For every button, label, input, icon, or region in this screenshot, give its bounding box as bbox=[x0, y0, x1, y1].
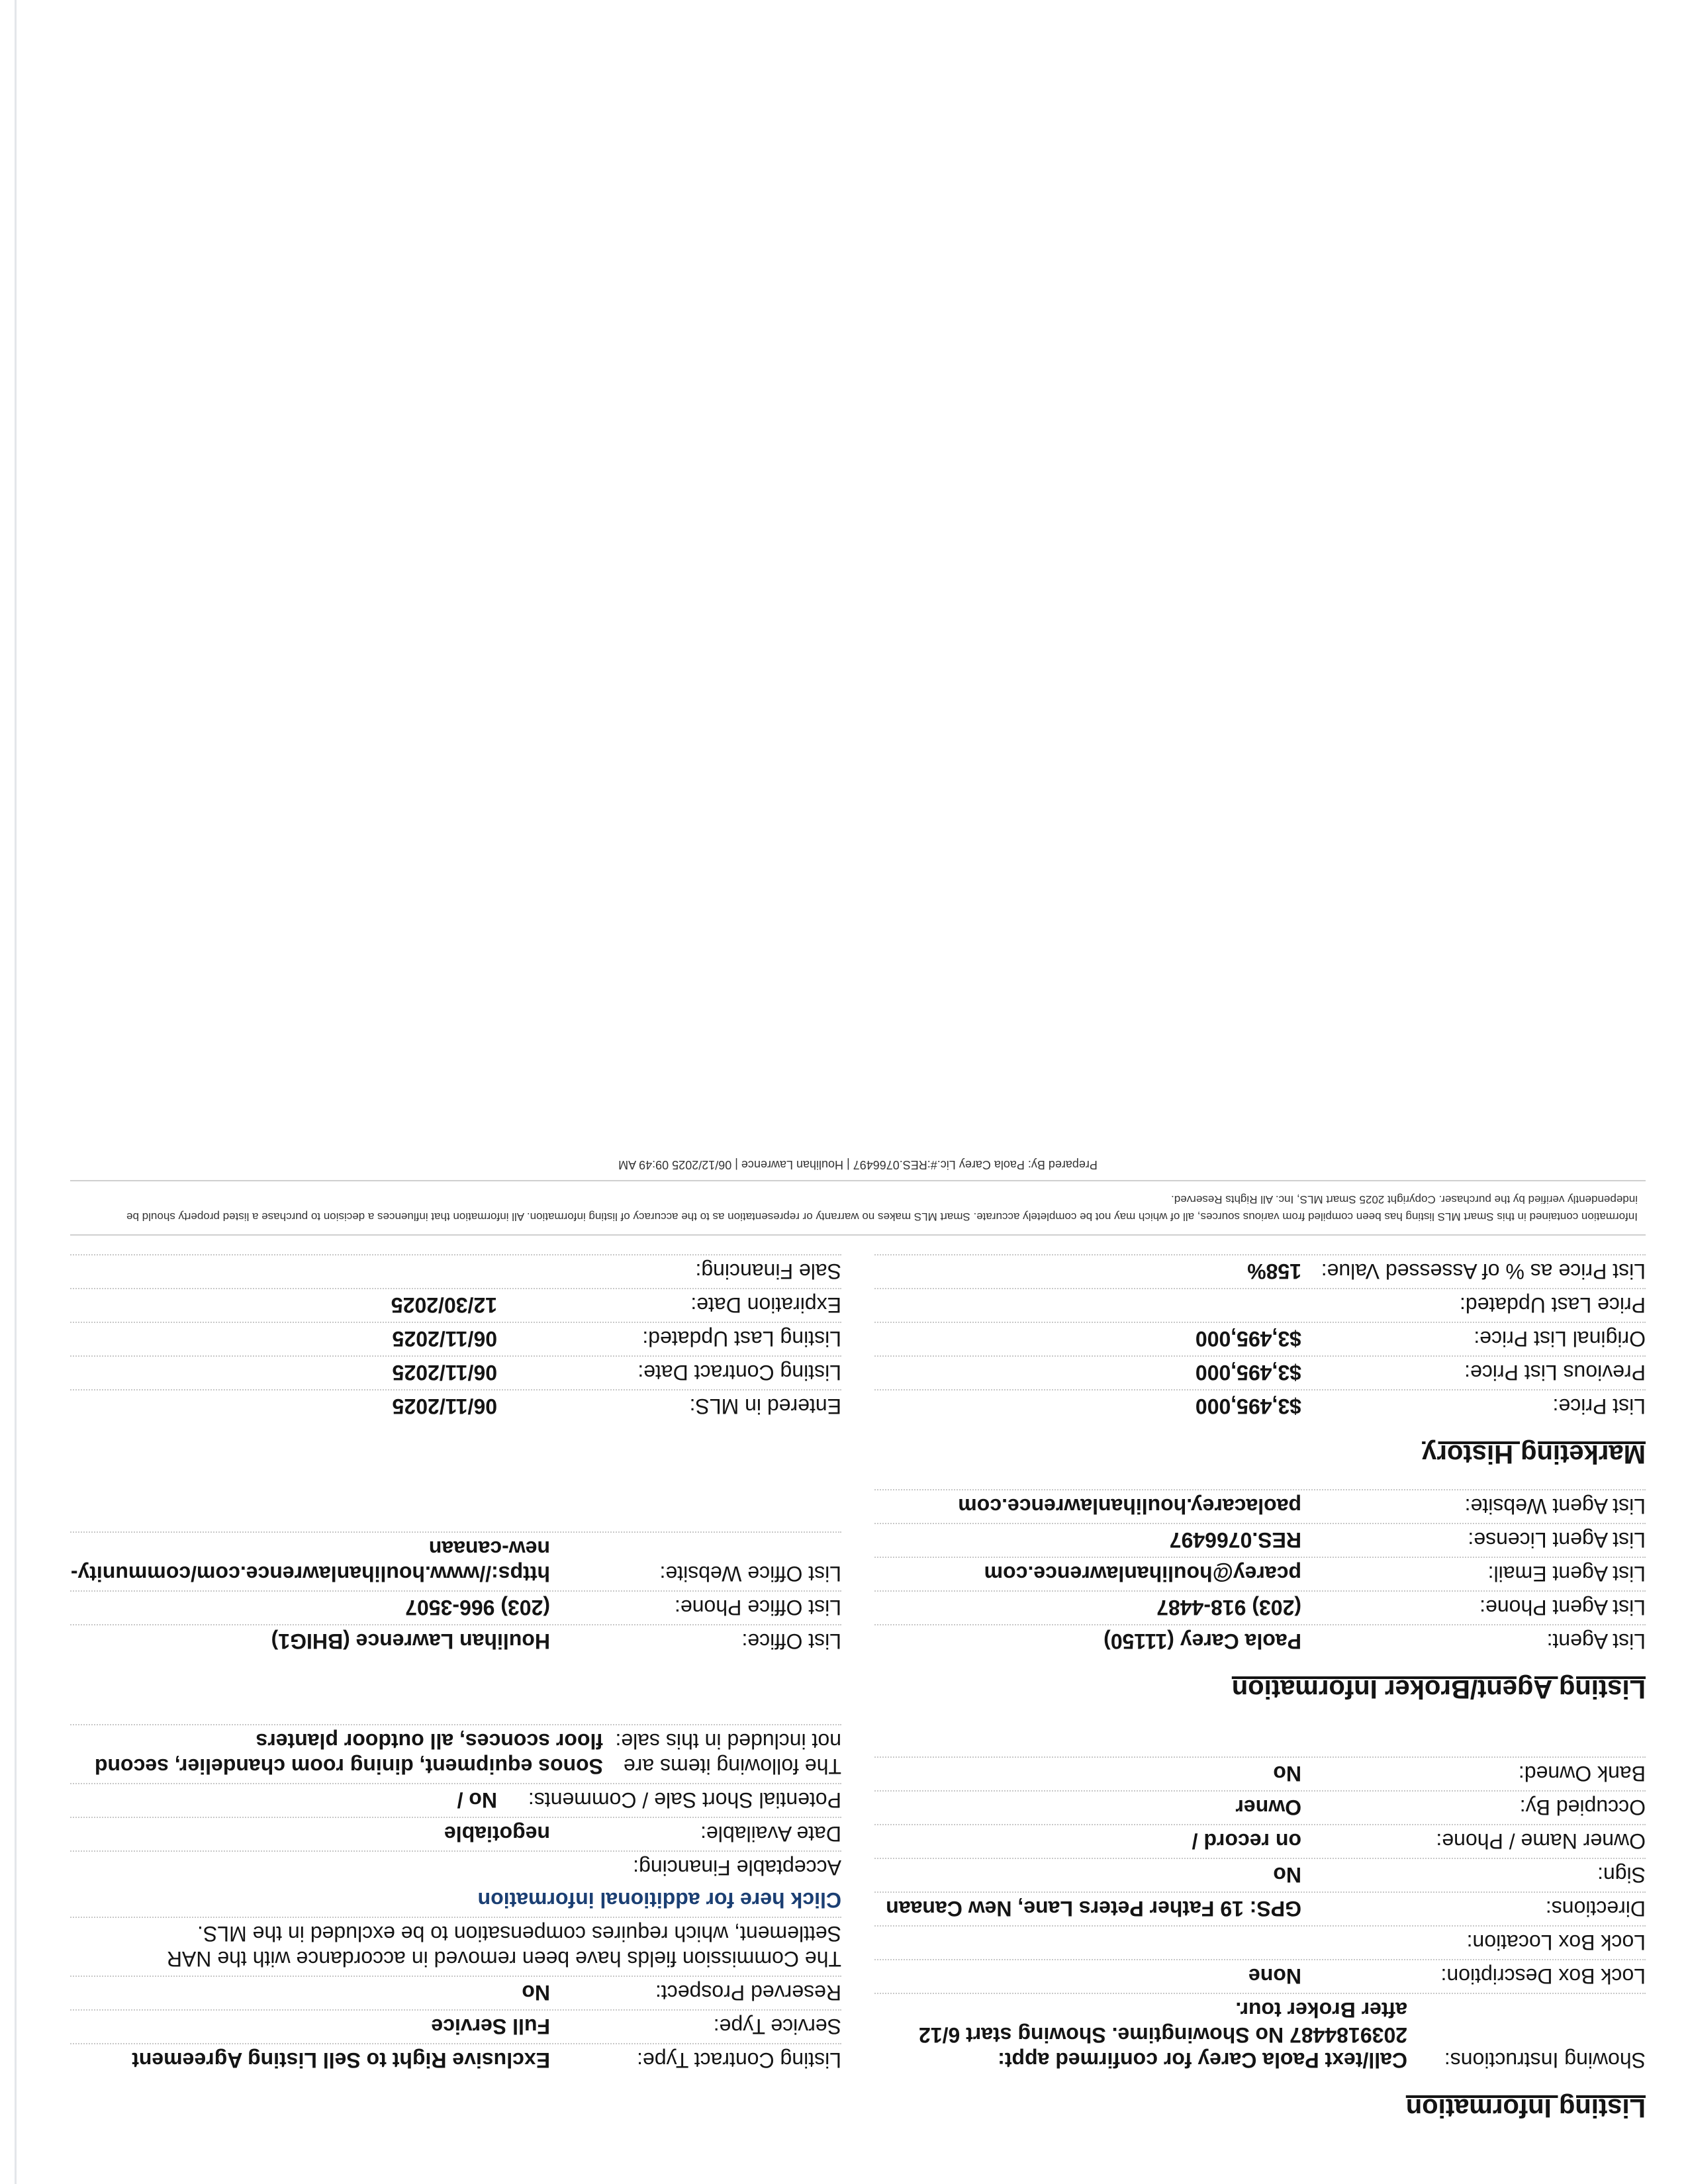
field-row bbox=[874, 1959, 1646, 1993]
field-label: Sign: bbox=[1597, 1863, 1646, 1887]
page-content bbox=[70, 1155, 1646, 2124]
field-row bbox=[874, 1858, 1646, 1891]
field-value[interactable]: https://www.houlihanlawrence.com/community-new-canaan bbox=[70, 1537, 550, 1586]
field-value: Call/text Paola Carey for confirmed appt: 2039184487 No Showingtime. Showing start 6/12 after Broker tour. bbox=[918, 1998, 1407, 2072]
field-value: (203) 918-4487 bbox=[1156, 1596, 1301, 1619]
commission-note: The Commission fields have been removed in accordance with the NAR Settlement, which requires compensation to be excluded in the MLS. bbox=[70, 1917, 841, 1976]
field-value: Paola Carey (11150) bbox=[1103, 1629, 1301, 1653]
field-label: List Office Website: bbox=[659, 1562, 841, 1586]
field-value: Owner bbox=[1235, 1796, 1301, 1819]
field-row bbox=[874, 1756, 1646, 1790]
field-label: Service Type: bbox=[713, 2015, 841, 2038]
field-row bbox=[70, 1850, 841, 1884]
agent-right-column bbox=[70, 1489, 841, 1658]
field-row bbox=[874, 1824, 1646, 1858]
field-row bbox=[874, 1891, 1646, 1925]
field-row bbox=[70, 2009, 841, 2043]
field-row bbox=[874, 1790, 1646, 1824]
field-value: $3,495,000 bbox=[1195, 1327, 1301, 1351]
field-row bbox=[874, 1489, 1646, 1523]
field-label: Expiration Date: bbox=[690, 1293, 841, 1317]
field-label: Date Available: bbox=[700, 1822, 841, 1846]
field-label: Showing Instructions: bbox=[1444, 2048, 1646, 2072]
field-label: List Price: bbox=[1552, 1394, 1646, 1418]
field-value: No bbox=[1273, 1863, 1301, 1887]
field-row bbox=[874, 1389, 1646, 1423]
listing-info-left-column bbox=[874, 1724, 1646, 2077]
field-row bbox=[70, 1783, 841, 1817]
field-value: paolacarey.houlihanlawrence.com bbox=[958, 1494, 1301, 1518]
marketing-history-heading: Marketing History bbox=[1422, 1439, 1646, 1469]
field-row bbox=[70, 1724, 841, 1783]
field-label: Acceptable Financing: bbox=[633, 1856, 841, 1880]
field-row bbox=[874, 1993, 1646, 2077]
field-row bbox=[874, 1288, 1646, 1322]
field-value: negotiable bbox=[444, 1822, 550, 1846]
field-label: List Agent: bbox=[1546, 1629, 1646, 1653]
field-value: pcarey@houlihanlawrence.com bbox=[984, 1562, 1301, 1586]
field-label: The following items are not included in this sale: bbox=[615, 1729, 841, 1778]
field-label: List Agent Website: bbox=[1464, 1494, 1646, 1518]
field-row bbox=[70, 1254, 841, 1288]
agent-left-column bbox=[874, 1489, 1646, 1658]
field-row bbox=[70, 1976, 841, 2009]
field-row bbox=[70, 2043, 841, 2077]
field-row bbox=[70, 1355, 841, 1389]
field-value: Houlihan Lawrence (BHIG1) bbox=[271, 1629, 550, 1653]
listing-information-heading: Listing Information bbox=[1405, 2093, 1646, 2122]
field-value: 158% bbox=[1247, 1259, 1301, 1283]
field-row bbox=[70, 1322, 841, 1355]
mls-disclaimer: Information contained in this Smart MLS listing has been compiled from various sources, all of which may not be completely accurate. Smart MLS makes no warranty or representation as to the accuracy of listing information. All information that influences a decision to purchase a listed property should be independently verified by the purchaser. Copyright 2025 Smart MLS, Inc. All Rights Reserved. bbox=[70, 1180, 1646, 1236]
field-label: List Price as % of Assessed Value: bbox=[1321, 1259, 1646, 1283]
field-label: Bank Owned: bbox=[1518, 1762, 1646, 1786]
field-label: Occupied By: bbox=[1519, 1796, 1646, 1819]
field-label: List Agent Email: bbox=[1487, 1562, 1646, 1586]
field-value: 06/11/2025 bbox=[392, 1394, 497, 1418]
field-value: No bbox=[522, 1981, 550, 2005]
field-row bbox=[70, 1590, 841, 1624]
field-row bbox=[874, 1523, 1646, 1557]
field-row bbox=[874, 1557, 1646, 1590]
field-label: Owner Name / Phone: bbox=[1436, 1829, 1646, 1853]
field-value: $3,495,000 bbox=[1195, 1394, 1301, 1418]
field-label: Lock Box Description: bbox=[1440, 1964, 1646, 1988]
field-value: GPS: 19 Father Peters Lane, New Canaan bbox=[886, 1897, 1301, 1921]
field-label: Price Last Updated: bbox=[1459, 1293, 1646, 1317]
field-label: Original List Price: bbox=[1474, 1327, 1646, 1351]
field-value: None bbox=[1248, 1964, 1301, 1988]
marketing-history-section bbox=[70, 1254, 1646, 1471]
field-row bbox=[70, 1389, 841, 1423]
field-label: Listing Contract Date: bbox=[637, 1361, 841, 1385]
field-value: Exclusive Right to Sell Listing Agreement bbox=[132, 2048, 550, 2072]
field-value: 12/30/2025 bbox=[391, 1293, 497, 1317]
field-label: List Office: bbox=[741, 1629, 841, 1653]
marketing-left-column bbox=[874, 1254, 1646, 1423]
agent-broker-heading: Listing Agent/Broker Information bbox=[1231, 1674, 1646, 1704]
field-label: Previous List Price: bbox=[1464, 1361, 1646, 1385]
additional-information-link[interactable]: Click here for additional information bbox=[477, 1888, 841, 1912]
prepared-by-footer: Prepared By: Paola Carey Lic.#:RES.0766497 | Houlihan Lawrence | 06/12/2025 09:49 AM bbox=[618, 1158, 1098, 1171]
field-label: Reserved Prospect: bbox=[655, 1981, 841, 2005]
field-value: (203) 966-3507 bbox=[405, 1596, 550, 1619]
field-label: Entered in MLS: bbox=[689, 1394, 841, 1418]
field-label: List Agent Phone: bbox=[1479, 1596, 1646, 1619]
listing-information-section bbox=[70, 1724, 1646, 2124]
field-row bbox=[874, 1590, 1646, 1624]
field-value: Sonos equipment, dining room chandelier, second floor sconces, all outdoor planters bbox=[94, 1729, 603, 1778]
agent-broker-section bbox=[70, 1489, 1646, 1706]
field-row bbox=[70, 1624, 841, 1658]
field-row bbox=[874, 1322, 1646, 1355]
field-label: List Agent License: bbox=[1468, 1528, 1646, 1552]
field-label: List Office Phone: bbox=[675, 1596, 841, 1619]
field-row bbox=[874, 1624, 1646, 1658]
field-value: No / bbox=[457, 1788, 497, 1812]
field-row bbox=[70, 1817, 841, 1850]
field-value: 06/11/2025 bbox=[392, 1327, 497, 1351]
field-value: 06/11/2025 bbox=[392, 1361, 497, 1385]
field-row bbox=[70, 1531, 841, 1590]
listing-info-right-column bbox=[70, 1724, 841, 2077]
field-label: Potential Short Sale / Comments: bbox=[528, 1788, 841, 1812]
field-value: $3,495,000 bbox=[1195, 1361, 1301, 1385]
field-label: Listing Contract Type: bbox=[637, 2048, 841, 2072]
field-row bbox=[70, 1288, 841, 1322]
field-label: Listing Last Updated: bbox=[642, 1327, 841, 1351]
field-value: Full Service bbox=[431, 2015, 550, 2038]
marketing-right-column bbox=[70, 1254, 841, 1423]
field-value: RES.0766497 bbox=[1169, 1528, 1301, 1552]
field-label: Lock Box Location: bbox=[1466, 1931, 1646, 1954]
field-label: Directions: bbox=[1545, 1897, 1646, 1921]
field-row bbox=[874, 1254, 1646, 1288]
field-row bbox=[874, 1355, 1646, 1389]
field-value: on record / bbox=[1192, 1829, 1301, 1853]
field-value: No bbox=[1273, 1762, 1301, 1786]
field-label: Sale Financing: bbox=[695, 1259, 841, 1283]
field-row bbox=[874, 1925, 1646, 1959]
